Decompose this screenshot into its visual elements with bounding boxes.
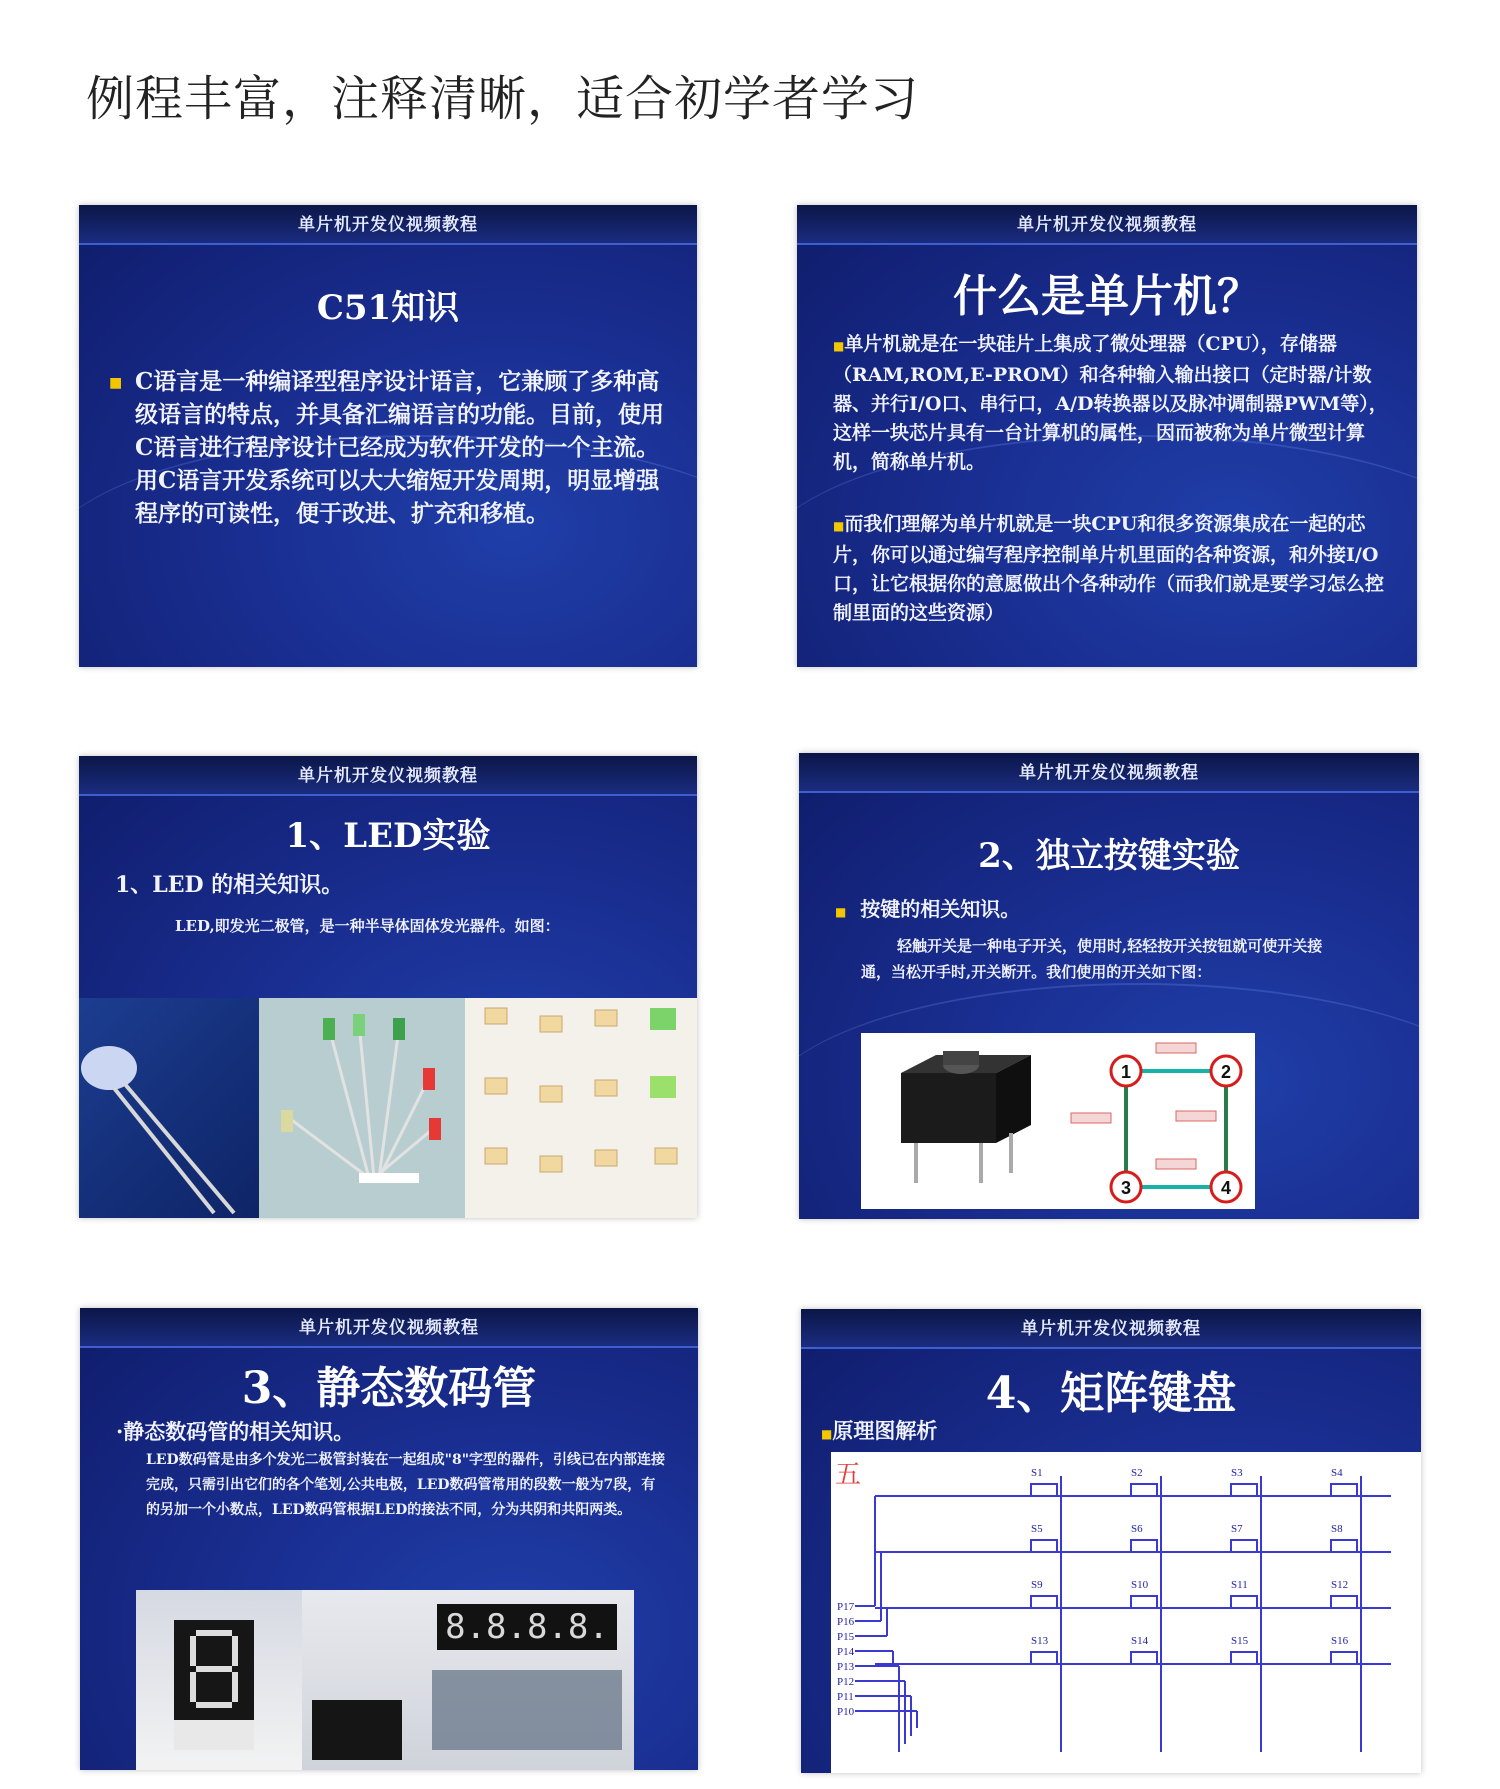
led-photo-group [259, 998, 465, 1218]
key-contact [1227, 1596, 1261, 1608]
key-label: S2 [1131, 1467, 1143, 1479]
slide-header-text: 单片机开发仪视频教程 [298, 215, 478, 235]
slide-title: C51知识 [316, 288, 460, 328]
slide-body-2 [833, 510, 1393, 628]
pin-label: P14 [837, 1646, 855, 1658]
slide-body: LED,即发光二极管，是一种半导体固体发光器件。如图： [175, 917, 560, 935]
pin-label: P17 [837, 1601, 855, 1613]
key-contact [1127, 1596, 1161, 1608]
bullet-icon: ■ [109, 375, 123, 391]
pin-label: P12 [837, 1676, 855, 1688]
key-switch [1027, 1467, 1061, 1496]
segment-single-icon [136, 1590, 302, 1770]
slide-subtitle: ·静态数码管的相关知识。 [116, 1419, 355, 1444]
key-switch [1227, 1635, 1261, 1664]
key-contact [1227, 1652, 1261, 1664]
slide-header [80, 1308, 698, 1348]
bullet-icon: ■ [821, 1427, 833, 1441]
slide-header-text: 单片机开发仪视频教程 [299, 1318, 479, 1338]
key-label: S5 [1031, 1523, 1043, 1535]
segment-photo-single [136, 1590, 302, 1770]
slide-c51 [79, 205, 697, 667]
segment-display-digits: 8.8.8.8. [437, 1604, 617, 1650]
bullet-icon: ■ [835, 905, 847, 919]
slide-body: LED数码管是由多个发光二极管封装在一起组成"8"字型的器件，引线已在内部连接完成，只需引出它们的各个笔划,公共电极，LED数码管常用的段数一般为7段，有的另加一个小数点，LED数码管根据LED的接法不同，分为共阴和共阳两类。 [146, 1452, 665, 1518]
slide-title: 3、静态数码管 [241, 1363, 537, 1414]
key-label: S1 [1031, 1467, 1043, 1479]
key-switch [1227, 1523, 1261, 1552]
paragraph-text: 单片机就是在一块硅片上集成了微处理器（CPU），存储器（RAM,ROM,E-PROM）和各种输入输出接口（定时器/计数器、并行I/O口、串行口，A/D转换器以及脉冲调制器PWM等），这样一块芯片具有一台计算机的属性，因而被称为单片微型计算机，简称单片机。 [833, 333, 1388, 473]
pin-label: 4 [1220, 1178, 1232, 1198]
key-label: S14 [1131, 1635, 1149, 1647]
key-switch [1227, 1467, 1261, 1496]
button-figure [861, 1033, 1255, 1209]
key-contact [1327, 1652, 1361, 1664]
key-label: S3 [1231, 1467, 1243, 1479]
slide-body: 轻触开关是一种电子开关，使用时,轻轻按开关按钮就可使开关接通，当松开手时,开关断开。我们使用的开关如下图： [861, 937, 1323, 981]
key-label: S12 [1331, 1579, 1349, 1591]
pin-label: P10 [837, 1706, 855, 1718]
key-switch [1127, 1579, 1161, 1608]
key-contact [1027, 1596, 1061, 1608]
slide-title: 什么是单片机？ [953, 271, 1261, 322]
key-contact [1227, 1540, 1261, 1552]
paragraph-text: 而我们理解为单片机就是一块CPU和很多资源集成在一起的芯片，你可以通过编写程序控制单片机里面的各种资源，和外接I/O口，让它根据你的意愿做出个各种动作（而我们就是要学习怎么控制里面的这些资源） [833, 513, 1385, 624]
page-title: 例程丰富，注释清晰，适合初学者学习 [86, 71, 920, 127]
key-label: S7 [1231, 1523, 1243, 1535]
slide-header-text: 单片机开发仪视频教程 [298, 766, 478, 786]
key-contact [1027, 1484, 1061, 1496]
key-contact [1227, 1484, 1261, 1496]
led-group-icon [259, 998, 465, 1218]
slide-what-is-mcu [797, 205, 1417, 667]
key-switch [1327, 1523, 1361, 1552]
key-contact [1127, 1540, 1161, 1552]
key-contact [1327, 1484, 1361, 1496]
slide-header [801, 1309, 1421, 1349]
key-switch [1027, 1579, 1061, 1608]
tact-switch-icon [861, 1033, 1255, 1209]
keyboard-schematic [831, 1452, 1421, 1773]
key-contact [1127, 1484, 1161, 1496]
key-label: S4 [1331, 1467, 1343, 1479]
pin-label: 1 [1120, 1062, 1132, 1082]
key-switch [1327, 1579, 1361, 1608]
slide-header [79, 205, 697, 245]
slide-header [799, 753, 1419, 793]
key-switch [1127, 1635, 1161, 1664]
subtitle-text: 原理图解析 [832, 1418, 938, 1443]
segment-photo-multi [302, 1590, 634, 1770]
slide-subtitle: 1、LED 的相关知识。 [115, 872, 344, 898]
smd-led-icon [465, 998, 697, 1218]
key-label: S10 [1131, 1579, 1149, 1591]
matrix-keyboard-diagram [831, 1452, 1421, 1773]
schematic-corner-label: 五 [835, 1460, 862, 1490]
pin-label: P11 [837, 1691, 854, 1703]
slide-subtitle [835, 893, 1020, 922]
key-label: S6 [1131, 1523, 1143, 1535]
key-switch [1127, 1467, 1161, 1496]
key-contact [1327, 1596, 1361, 1608]
slide-button [799, 753, 1419, 1219]
slide-body-1 [833, 330, 1393, 477]
key-switch [1127, 1523, 1161, 1552]
pin-label: P16 [837, 1616, 855, 1628]
led-single-icon [79, 998, 259, 1218]
slide-led [79, 756, 697, 1218]
led-photo-smd [465, 998, 697, 1218]
slide-header [79, 756, 697, 796]
slide-subtitle [821, 1415, 937, 1445]
key-contact [1027, 1540, 1061, 1552]
slide-header [797, 205, 1417, 245]
key-switch [1227, 1579, 1261, 1608]
slide-body: C语言是一种编译型程序设计语言，它兼顾了多种高级语言的特点，并具备汇编语言的功能。目前，使用C语言进行程序设计已经成为软件开发的一个主流。用C语言开发系统可以大大缩短开发周期，明显增强程序的可读性，便于改进、扩充和移植。 [135, 368, 664, 527]
pin-label: P15 [837, 1631, 855, 1643]
bullet-icon: ■ [833, 339, 845, 353]
key-contact [1027, 1652, 1061, 1664]
key-contact [1327, 1540, 1361, 1552]
key-label: S13 [1031, 1635, 1049, 1647]
key-switch [1327, 1467, 1361, 1496]
key-label: S15 [1231, 1635, 1249, 1647]
led-photo-single [79, 998, 259, 1218]
key-label: S9 [1031, 1579, 1043, 1591]
key-label: S8 [1331, 1523, 1343, 1535]
subtitle-text: 按键的相关知识。 [860, 897, 1021, 921]
slide-header-text: 单片机开发仪视频教程 [1017, 215, 1197, 235]
key-switch [1027, 1635, 1061, 1664]
key-contact [1127, 1652, 1161, 1664]
slide-title: 4、矩阵键盘 [985, 1368, 1237, 1419]
slide-header-text: 单片机开发仪视频教程 [1021, 1319, 1201, 1339]
key-label: S11 [1231, 1579, 1248, 1591]
pin-label: 2 [1220, 1062, 1232, 1082]
pin-label: 3 [1120, 1178, 1132, 1198]
slide-title: 1、LED实验 [285, 816, 491, 856]
slide-header-text: 单片机开发仪视频教程 [1019, 763, 1199, 783]
slide-matrix-keyboard [801, 1309, 1421, 1773]
pin-label: P13 [837, 1661, 855, 1673]
key-switch [1027, 1523, 1061, 1552]
bullet-icon: ■ [833, 519, 845, 533]
key-switch [1327, 1635, 1361, 1664]
slide-seven-segment [80, 1308, 698, 1770]
key-label: S16 [1331, 1635, 1349, 1647]
slide-title: 2、独立按键实验 [978, 836, 1240, 876]
